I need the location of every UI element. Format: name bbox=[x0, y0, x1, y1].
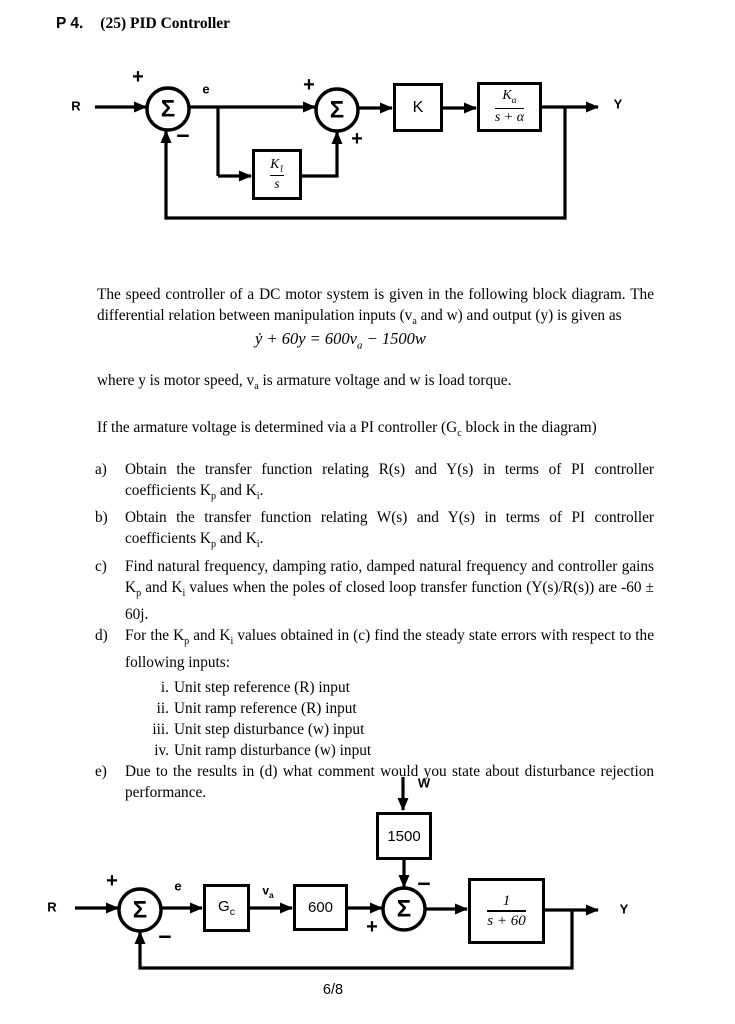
item-text: Find natural frequency, damping ratio, damped natural frequency and controller gains $K_p$ and $K_i$ values when the poles of closed loop transfer function (Y(s)/R(s)) are -60 ± 60j. bbox=[125, 557, 654, 623]
item-marker: e) bbox=[95, 762, 107, 780]
item-marker: c) bbox=[95, 557, 107, 575]
sub-item-marker: ii. bbox=[156, 699, 169, 717]
d2-error-label: e bbox=[174, 878, 182, 894]
fraction-bar bbox=[495, 108, 524, 110]
d2-motor-gain-block bbox=[293, 884, 348, 931]
paragraph-variable-definitions: where y is motor speed, $v_a$ is armature voltage and w is load torque. bbox=[97, 372, 512, 393]
d1-integrator-block bbox=[252, 149, 302, 200]
d2-disturbance-gain-block bbox=[376, 812, 432, 860]
d2-sum2-minus-sign: − bbox=[417, 870, 431, 897]
question-item-e bbox=[97, 761, 654, 803]
page-number: 6/8 bbox=[322, 982, 344, 998]
sub-item-text: Unit ramp reference (R) input bbox=[174, 699, 357, 717]
d2-sum2-plus-sign: + bbox=[366, 916, 378, 938]
d1-sum2-plus-bottom-sign: + bbox=[351, 128, 363, 150]
problem-number: P 4. bbox=[56, 15, 84, 32]
d1-plant-denominator: s + α bbox=[494, 110, 525, 126]
sub-item-marker: i. bbox=[160, 678, 169, 696]
sub-item-marker: iv. bbox=[154, 741, 169, 759]
d2-armature-voltage-label: $v_a$ bbox=[262, 883, 274, 900]
d2-disturbance-label: W bbox=[417, 775, 431, 791]
d1-input-label: R bbox=[71, 98, 81, 114]
question-item-b bbox=[97, 507, 654, 555]
d2-motor-gain-label: 600 bbox=[307, 899, 334, 916]
d1-sum1-minus-sign: − bbox=[176, 122, 190, 149]
d2-plant-denominator: s + 60 bbox=[487, 912, 526, 929]
sub-item-ii bbox=[97, 698, 654, 719]
item-marker: d) bbox=[95, 626, 108, 644]
item-text: Due to the results in (d) what comment would you state about disturbance rejection performance. bbox=[125, 762, 654, 801]
fraction-bar bbox=[487, 910, 525, 912]
d1-integrator-denominator: s bbox=[274, 176, 280, 192]
sub-item-iii bbox=[97, 719, 654, 740]
item-text: For the $K_p$ and $K_i$ values obtained in (c) find the steady state errors with respect to the following inputs: bbox=[125, 626, 654, 671]
d2-controller-label: $G_c$ bbox=[218, 898, 235, 918]
paragraph-pi-controller: If the armature voltage is determined via a PI controller ($G_c$ block in the diagram) bbox=[97, 419, 597, 440]
question-item-c bbox=[97, 556, 654, 625]
sub-item-i bbox=[97, 677, 654, 698]
d1-sum1-plus-sign: + bbox=[132, 66, 144, 88]
d1-integrator-numerator: $K_1$ bbox=[270, 155, 284, 174]
d1-sum2-junction: Σ bbox=[329, 96, 345, 124]
sub-item-iv bbox=[97, 740, 654, 761]
d2-controller-block bbox=[203, 884, 250, 932]
sub-item-text: Unit ramp disturbance (w) input bbox=[174, 741, 372, 759]
differential-equation: ẏ + $60y = 600v_a - 1500w$ bbox=[255, 329, 426, 352]
d1-sum1-junction: Σ bbox=[160, 95, 176, 123]
d1-gain-block bbox=[393, 83, 443, 132]
item-text: Obtain the transfer function relating W(s) and Y(s) in terms of PI controller coefficients $K_p$ and $K_i$. bbox=[125, 509, 654, 551]
question-list bbox=[97, 459, 654, 802]
sub-item-text: Unit step disturbance (w) input bbox=[174, 720, 365, 738]
d2-sum1-junction: Σ bbox=[132, 896, 148, 924]
question-item-a bbox=[97, 459, 654, 507]
d1-output-label: Y bbox=[613, 96, 623, 112]
d2-sum2-junction: Σ bbox=[396, 895, 412, 923]
sub-item-marker: iii. bbox=[152, 720, 169, 738]
item-marker: b) bbox=[95, 509, 108, 527]
d2-disturbance-gain-label: 1500 bbox=[387, 827, 421, 845]
d2-plant-block bbox=[468, 878, 545, 944]
question-item-d bbox=[97, 625, 654, 673]
d1-error-label: e bbox=[202, 81, 210, 97]
d2-sum1-minus-sign: − bbox=[158, 923, 172, 950]
problem-title: (25) PID Controller bbox=[100, 15, 231, 32]
problem-text bbox=[97, 284, 654, 803]
d1-sum2-plus-top-sign: + bbox=[303, 74, 315, 96]
item-marker: a) bbox=[95, 461, 107, 479]
d2-plant-numerator: 1 bbox=[502, 892, 511, 909]
question-d-sublist bbox=[97, 677, 654, 761]
sub-item-text: Unit step reference (R) input bbox=[174, 678, 350, 696]
paragraph-system-description: The speed controller of a DC motor system is given in the following block diagram. The differential relation between manipulation inputs ($v_a$ and w) and output (y) is given as bbox=[97, 286, 654, 328]
d1-gain-label: K bbox=[412, 98, 424, 116]
d2-input-label: R bbox=[47, 899, 57, 915]
d2-sum1-plus-sign: + bbox=[106, 870, 118, 892]
d2-output-label: Y bbox=[619, 901, 629, 917]
item-text: Obtain the transfer function relating R(s) and Y(s) in terms of PI controller coefficients $K_p$ and $K_i$. bbox=[125, 461, 654, 503]
d1-plant-block bbox=[477, 82, 542, 132]
d1-plant-numerator: $K_\alpha$ bbox=[502, 88, 517, 107]
